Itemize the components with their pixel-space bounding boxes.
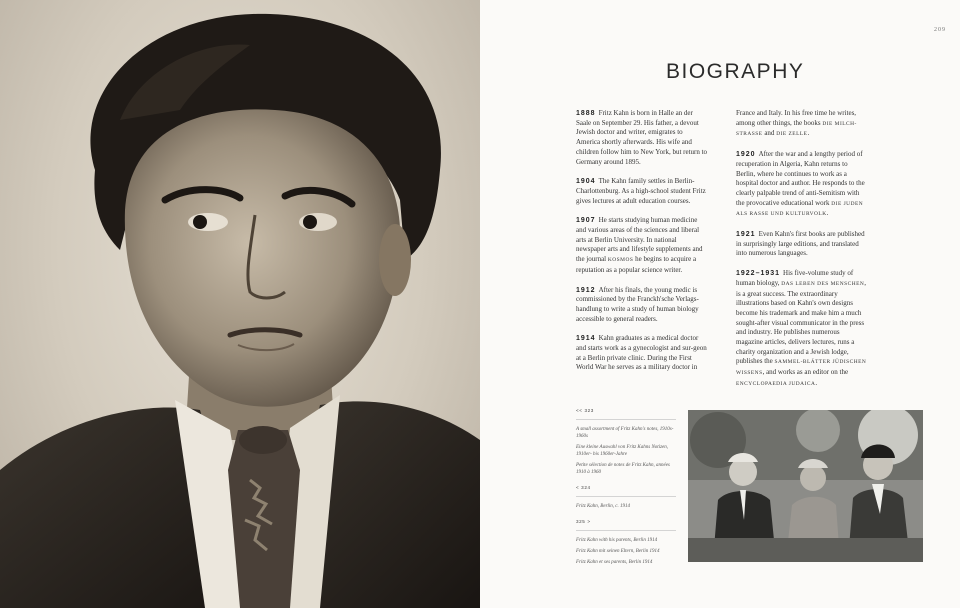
book-title: DAS LEBEN DES MENSCHEN xyxy=(781,280,865,287)
biography-entry xyxy=(576,216,708,275)
book-title: ENCYCLOPAEDIA JUDAICA xyxy=(736,380,816,387)
caption-block xyxy=(576,518,676,566)
entry-text: His five-volume study of human biology, xyxy=(736,269,854,287)
caption-block xyxy=(576,484,676,510)
entry-text: . xyxy=(826,209,829,218)
entry-year: 1920 xyxy=(736,151,756,159)
caption-divider xyxy=(576,419,676,420)
caption-text: Fritz Kahn with his parents, Berlin 1914 xyxy=(576,538,658,543)
caption-text: Eine kleine Auswahl von Fritz Kahns Notizen, 1910er- bis 1960er-Jahre xyxy=(576,445,668,457)
entry-year: 1912 xyxy=(576,286,596,294)
book-title: SAMMEL-BLÄTTER JÜDISCHEN WISSENS xyxy=(736,359,867,377)
page-title: BIOGRAPHY xyxy=(666,60,805,84)
caption-divider xyxy=(576,530,676,531)
caption-reference: 325 > xyxy=(576,519,591,524)
entry-text: Fritz Kahn is born in Halle an der Saale on September 29. His father, a devout Jewish doctor and writer, emigrates to America shortly afterwards. His wife and children follow him to New York, but return to Germany around 1895. xyxy=(576,109,708,166)
caption-reference: << 323 xyxy=(576,408,594,413)
entry-text: , is a great success. The extraordinary illustrations based on Kahn's own designs become his trademark and make him a much sought-after visual communicator in the press and industry. He publishes numerous magazine articles, delivers lectures, runs a charity organization and a Jewish lodge, publishes the xyxy=(736,278,867,366)
entry-text: . xyxy=(807,129,810,138)
entry-text: he begins to acquire a reputation as a popular science writer. xyxy=(576,255,697,274)
page-number: 209 xyxy=(934,27,946,33)
biography-entry xyxy=(736,150,868,220)
book-title: KOSMOS xyxy=(607,257,634,264)
entry-text: After the war and a lengthy period of recuperation in Algeria, Kahn returns to Berlin, where he continues to work as a hospital doctor and author. He responds to the clearly palpable trend of anti-Semitism with the provocative educational work xyxy=(736,150,865,207)
book-title: DIE MILCH-STRASSE xyxy=(736,120,857,138)
biography-page xyxy=(480,0,960,608)
entry-year: 1888 xyxy=(576,110,596,117)
caption-text: Petite sélection de notes de Fritz Kahn, années 1910 à 1960 xyxy=(576,463,670,475)
biography-entry xyxy=(736,269,868,389)
biography-entry xyxy=(576,286,708,325)
caption-block xyxy=(576,407,676,476)
entry-year: 1904 xyxy=(576,178,596,186)
entry-year: 1914 xyxy=(576,335,596,343)
caption-text: Fritz Kahn et ses parents, Berlin 1914 xyxy=(576,560,653,565)
entry-year: 1922–1931 xyxy=(736,270,781,278)
entry-text: and xyxy=(762,129,777,138)
biography-entry xyxy=(736,109,868,140)
entry-text: . xyxy=(815,378,818,387)
entry-year: 1907 xyxy=(576,217,596,225)
biography-entry xyxy=(576,177,708,206)
caption-reference: < 324 xyxy=(576,485,591,490)
entry-text: , and works as an editor on the xyxy=(762,368,849,377)
biography-column-right xyxy=(736,109,868,400)
caption-divider xyxy=(576,496,676,497)
family-photo-illustration xyxy=(688,410,923,562)
entry-year: 1921 xyxy=(736,231,756,239)
book-title: DIE ZELLE xyxy=(776,131,808,138)
book-title: DIE JUDEN ALS RASSE UND KULTURVOLK xyxy=(736,200,864,218)
entry-text: He starts studying human medicine and various areas of the sciences and liberal arts at Berlin University. In national newspaper arts and lifestyle supplements and the journal xyxy=(576,216,703,264)
biography-entry xyxy=(736,230,868,259)
caption-text: Fritz Kahn, Berlin, c. 1914 xyxy=(576,504,631,509)
photo-captions xyxy=(576,407,676,574)
entry-text: The Kahn family settles in Berlin-Charlottenburg. As a high-school student Fritz gives lectures at adult education courses. xyxy=(576,177,706,205)
entry-text: Kahn graduates as a medical doctor and starts work as a gynecologist and sur-geon at a Berlin private clinic. During the First World War he serves as a military doctor in xyxy=(576,334,707,372)
family-photo xyxy=(688,410,923,562)
entry-text: France and Italy. In his free time he writes, among other things, the books xyxy=(736,109,857,127)
caption-text: Fritz Kahn mit seinen Eltern, Berlin 1914 xyxy=(576,549,660,554)
biography-entry xyxy=(576,109,708,167)
entry-text: After his finals, the young medic is commissioned by the Franckh'sche Verlags-handlung to write a study of human biology accessible to general readers. xyxy=(576,285,699,323)
biography-column-left xyxy=(576,109,708,383)
biography-entry xyxy=(576,334,708,373)
entry-text: Even Kahn's first books are published in surprisingly large editions, and translated into numerous languages. xyxy=(736,230,865,258)
caption-text: A small assortment of Fritz Kahn's notes, 1910s-1960s xyxy=(576,427,674,439)
